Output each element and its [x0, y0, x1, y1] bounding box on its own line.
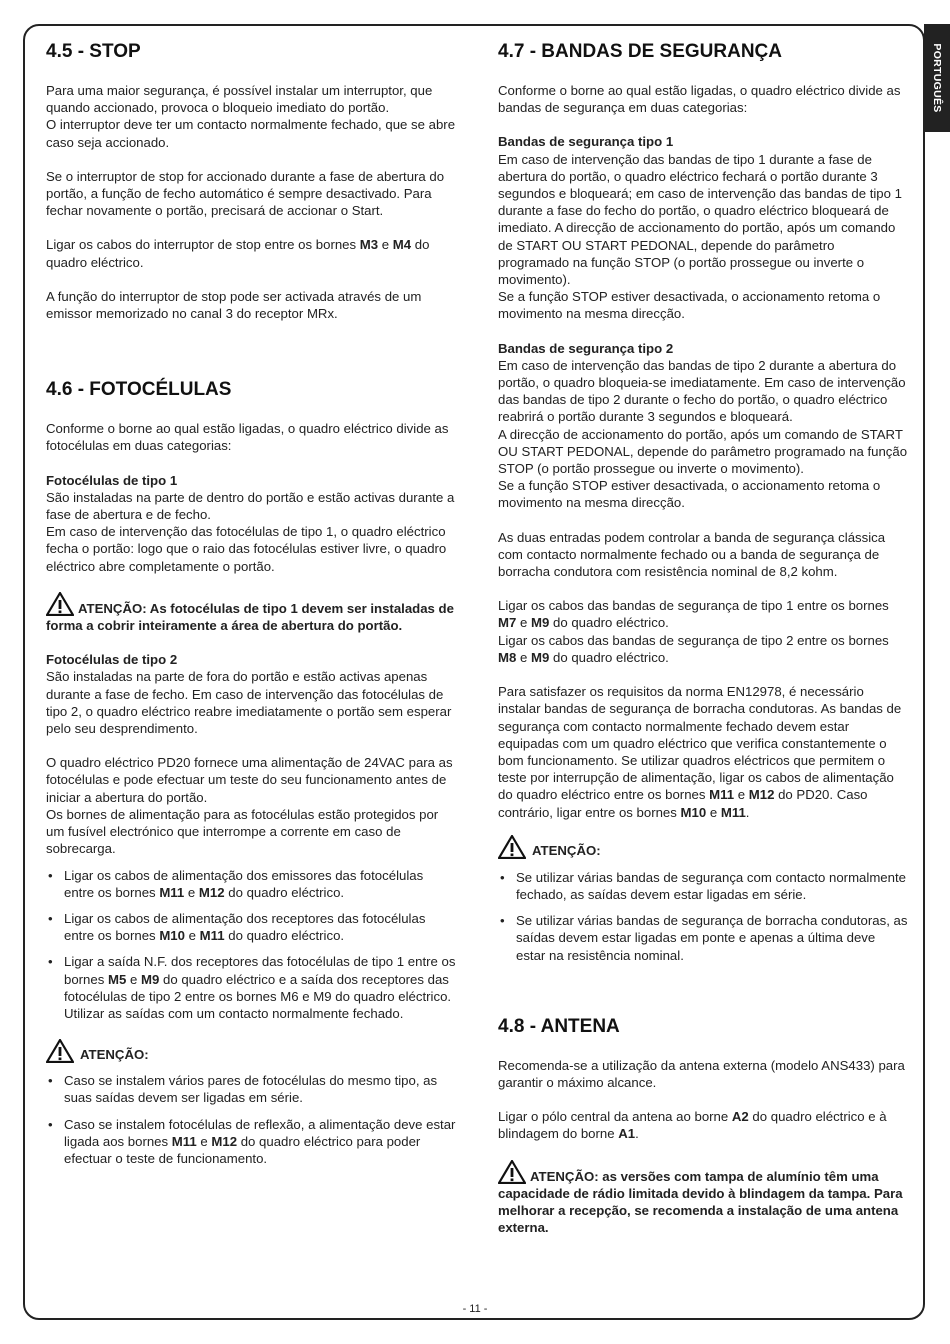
paragraph: O interruptor deve ter um contacto normalmente fechado, que se abre caso seja accionado.: [46, 117, 456, 150]
warning-icon: [46, 1039, 74, 1063]
paragraph: São instaladas na parte de dentro do portão e estão activas durante a fase de abertura e de fecho.: [46, 489, 455, 523]
right-column: [498, 40, 908, 1236]
paragraph: Para satisfazer os requisitos da norma EN12978, é necessário instalar bandas de segurança de borracha condutoras. As bandas de segurança com contacto normalmente fechado devem estar equipadas com um quadro eléctrico que verifica constantemente o bom funcionamento. Se utilizar quadros eléctricos que permitem o teste por interrupção de alimentação, ligar os cabos de alimentação do quadro eléctrico entre os bornes M11 e M12 do PD20. Caso contrário, ligar entre os bornes M10 e M11.: [498, 684, 902, 820]
paragraph: Ligar os cabos do interruptor de stop entre os bornes M3 e M4 do quadro eléctrico.: [46, 237, 430, 270]
paragraph: Conforme o borne ao qual estão ligadas, o quadro eléctrico divide as fotocélulas em duas categorias:: [46, 421, 449, 454]
paragraph: Os bornes de alimentação para as fotocélulas estão protegidos por um fusível electrónico que interrompe a corrente em caso de sobrecarga.: [46, 806, 439, 857]
paragraph: Se a função STOP estiver desactivada, o accionamento retoma o movimento na mesma direcção.: [498, 289, 881, 322]
paragraph: Em caso de intervenção das fotocélulas de tipo 1, o quadro eléctrico fecha o portão: logo que o raio das fotocélulas estiver livre, o quadro eléctrico abre completamente o portão.: [46, 524, 447, 574]
warning: ATENÇÃO: As fotocélulas de tipo 1 devem ser instaladas de forma a cobrir inteiramente a área de abertura do portão.: [46, 592, 456, 634]
section-4-6-title: 4.6 - FOTOCÉLULAS: [46, 379, 232, 401]
paragraph: Em caso de intervenção das bandas de tipo 1 durante a fase de abertura do portão, o quadro eléctrico fechará o portão durante 3 segundos e bloqueará; em caso de intervenção das bandas de tipo 1 durante a fase do fecho do portão, o quadro eléctrico bloqueará de imediato. A direcção de accionamento do portão, após um comando de START OU START PEDONAL, depende do parâmetro programado na função STOP (o portão prossegue ou inverte o movimento).: [498, 151, 902, 288]
warning-icon: [498, 835, 526, 859]
subtitle: Bandas de segurança tipo 1: [498, 134, 674, 150]
page-number: - 11 -: [462, 1303, 488, 1315]
paragraph: Recomenda-se a utilização da antena externa (modelo ANS433) para garantir o máximo alcance.: [498, 1057, 905, 1090]
warning: ATENÇÃO:: [46, 1039, 456, 1063]
left-column: [46, 40, 456, 1176]
list-item: • Se utilizar várias bandas de segurança com contacto normalmente fechado, as saídas devem estar ligadas em série.: [498, 869, 908, 903]
paragraph: Se o interruptor de stop for accionado durante a fase de abertura do portão, a função de fecho automático é sempre desactivado. Para fechar novamente o portão, precisará de accionar o Start.: [46, 168, 445, 219]
list-item: • Ligar os cabos de alimentação dos emissores das fotocélulas entre os bornes M11 e M12 do quadro eléctrico.: [46, 867, 456, 901]
subtitle: Fotocélulas de tipo 2: [46, 652, 178, 668]
paragraph: São instaladas na parte de fora do portão e estão activas apenas durante a fase de fecho. Em caso de intervenção das fotocélulas de tipo 2, o quadro eléctrico reabre imediatamente o portão sem esperar pelo seu desprendimento.: [46, 669, 452, 737]
bullet-list: [498, 869, 908, 964]
list-item: • Ligar os cabos de alimentação dos receptores das fotocélulas entre os bornes M10 e M11 do quadro eléctrico.: [46, 910, 456, 944]
paragraph: Em caso de intervenção das bandas de tipo 2 durante a abertura do portão, o quadro bloqueia-se imediatamente. Em caso de intervenção das bandas de tipo 2 durante o fecho do portão, o quadro eléctrico reabrirá o portão durante 3 segundos e bloqueará.: [498, 357, 906, 425]
section-4-7-title: 4.7 - BANDAS DE SEGURANÇA: [498, 41, 782, 62]
subtitle: Fotocélulas de tipo 1: [46, 472, 178, 488]
warning: ATENÇÃO:: [498, 835, 908, 859]
subtitle: Bandas de segurança tipo 2: [498, 340, 674, 356]
paragraph: Conforme o borne ao qual estão ligadas, o quadro eléctrico divide as bandas de segurança em duas categorias:: [498, 83, 901, 116]
paragraph: Ligar os cabos das bandas de segurança de tipo 2 entre os bornes M8 e M9 do quadro eléctrico.: [498, 632, 889, 665]
paragraph: Ligar os cabos das bandas de segurança de tipo 1 entre os bornes M7 e M9 do quadro eléctrico.: [498, 598, 889, 631]
list-item: • Se utilizar várias bandas de segurança de borracha condutoras, as saídas devem estar ligadas em ponte e apenas a última deve estar na resistência nominal.: [498, 912, 908, 964]
language-tab-label: PORTUGUÊS: [931, 43, 943, 113]
paragraph: A direcção de accionamento do portão, após um comando de START OU START PEDONAL, depende do parâmetro programado na função STOP (o portão prossegue ou inverte o movimento).: [498, 426, 908, 477]
list-item: • Caso se instalem vários pares de fotocélulas do mesmo tipo, as suas saídas devem ser ligadas em série.: [46, 1072, 456, 1106]
bullet-list: [46, 867, 456, 1023]
language-tab: [924, 24, 950, 132]
section-4-5-title: 4.5 - STOP: [46, 41, 141, 62]
warning-icon: [498, 1160, 526, 1184]
paragraph: A função do interruptor de stop pode ser activada através de um emissor memorizado no canal 3 do receptor MRx.: [46, 288, 422, 322]
paragraph: Ligar o pólo central da antena ao borne A2 do quadro eléctrico e à blindagem do borne A1.: [498, 1109, 887, 1142]
warning-icon: [46, 592, 74, 616]
warning: ATENÇÃO: as versões com tampa de alumínio têm uma capacidade de rádio limitada devido à blindagem da tampa. Para melhorar a recepção, se recomenda a instalação de uma antena externa.: [498, 1160, 908, 1237]
list-item: • Caso se instalem fotocélulas de reflexão, a alimentação deve estar ligada aos bornes M11 e M12 do quadro eléctrico para poder efectuar o teste de funcionamento.: [46, 1116, 456, 1168]
paragraph: Se a função STOP estiver desactivada, o accionamento retoma o movimento na mesma direcção.: [498, 478, 881, 511]
paragraph: Para uma maior segurança, é possível instalar um interruptor, que quando accionado, provoca o bloqueio imediato do portão.: [46, 83, 433, 116]
paragraph: O quadro eléctrico PD20 fornece uma alimentação de 24VAC para as fotocélulas e pode efectuar um teste do seu funcionamento antes de iniciar a abertura do portão.: [46, 755, 453, 805]
section-4-8-title: 4.8 - ANTENA: [498, 1015, 620, 1037]
paragraph: As duas entradas podem controlar a banda de segurança clássica com contacto normalmente fechado ou a banda de segurança de borracha condutora com resistência nominal de 8,2 kohm.: [498, 529, 886, 580]
bullet-list: [46, 1072, 456, 1167]
list-item: • Ligar a saída N.F. dos receptores das fotocélulas de tipo 1 entre os bornes M5 e M9 do quadro eléctrico e a saída dos receptores das fotocélulas de tipo 2 entre os bornes M6 e M9 do quadro eléctrico. Utilizar as saídas com um contacto normalmente fechado.: [46, 953, 456, 1022]
